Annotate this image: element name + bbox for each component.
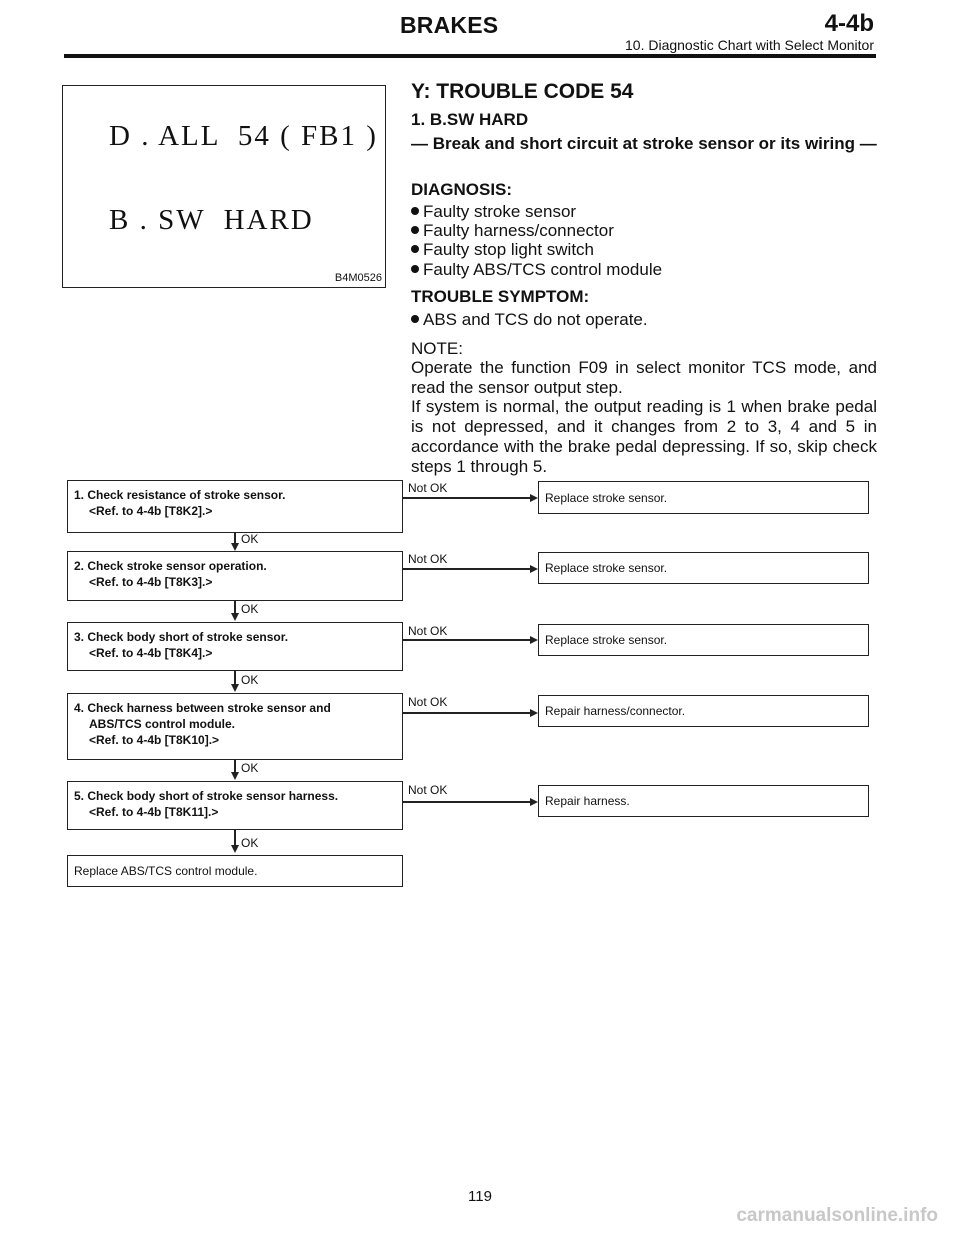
trouble-code-title: Y: TROUBLE CODE 54 — [411, 80, 634, 103]
step-ref: <Ref. to 4-4b [T8K11].> — [89, 805, 219, 819]
header-rule — [64, 54, 876, 58]
not-ok-label: Not OK — [408, 624, 448, 638]
step-text-continued: ABS/TCS control module. — [89, 717, 236, 731]
check-step-4 — [67, 693, 403, 760]
action-step-1: Replace stroke sensor. — [538, 481, 869, 514]
diagnosis-item: Faulty harness/connector — [411, 221, 877, 241]
check-step-1 — [67, 480, 403, 533]
step-ref: <Ref. to 4-4b [T8K10].> — [89, 733, 220, 747]
step-text: 4. Check harness between stroke sensor and — [74, 701, 331, 715]
step-text: 3. Check body short of stroke sensor. — [74, 630, 289, 644]
section-title: BRAKES — [400, 12, 499, 38]
note-paragraph-1: Operate the function F09 in select monitor TCS mode, and read the sensor output step. — [411, 358, 877, 397]
section-subtitle: 10. Diagnostic Chart with Select Monitor — [625, 37, 874, 53]
diagnosis-item: Faulty ABS/TCS control module — [411, 260, 877, 280]
screen-line-2: B . SW HARD — [109, 204, 314, 236]
check-step-2 — [67, 551, 403, 601]
section-code: 4-4b — [824, 10, 874, 37]
arrow-right-icon — [530, 565, 538, 573]
action-step-4: Repair harness/connector. — [538, 695, 869, 727]
arrow-right-icon — [530, 494, 538, 502]
step-ref: <Ref. to 4-4b [T8K4].> — [89, 646, 213, 660]
bullet-icon — [411, 226, 419, 234]
arrow-right-icon — [530, 798, 538, 806]
symptom-label: TROUBLE SYMPTOM: — [411, 287, 590, 306]
note-paragraph-2: If system is normal, the output reading is 1 when brake pedal is not depressed, and it changes from 2 to 3, 4 and 5 in accordance with the brake pedal depressing. If so, skip check steps 1 through 5. — [411, 397, 877, 476]
ok-label: OK — [241, 532, 259, 546]
arrow-down-icon — [231, 543, 239, 551]
ok-connector — [234, 830, 236, 845]
check-step-5 — [67, 781, 403, 830]
final-action: Replace ABS/TCS control module. — [67, 855, 403, 887]
cause-text: — Break and short circuit at stroke sensor or its wiring — — [411, 134, 877, 153]
page-number: 119 — [468, 1188, 492, 1205]
diagnosis-label: DIAGNOSIS: — [411, 180, 513, 199]
diagnosis-item: Faulty stroke sensor — [411, 202, 877, 222]
ok-connector — [234, 760, 236, 772]
arrow-down-icon — [231, 613, 239, 621]
arrow-right-icon — [530, 709, 538, 717]
not-ok-connector — [403, 639, 532, 641]
not-ok-connector — [403, 568, 532, 570]
arrow-down-icon — [231, 772, 239, 780]
not-ok-connector — [403, 712, 532, 714]
screen-line-1: D . ALL 54 ( FB1 ) — [109, 120, 378, 152]
not-ok-label: Not OK — [408, 783, 448, 797]
symptom-item: ABS and TCS do not operate. — [411, 310, 877, 330]
select-monitor-screen-figure — [62, 85, 386, 288]
diagnosis-item: Faulty stop light switch — [411, 240, 877, 260]
not-ok-label: Not OK — [408, 695, 448, 709]
ok-label: OK — [241, 761, 259, 775]
step-text: 2. Check stroke sensor operation. — [74, 559, 267, 573]
bullet-icon — [411, 315, 419, 323]
step-ref: <Ref. to 4-4b [T8K2].> — [89, 504, 213, 518]
ok-connector — [234, 601, 236, 613]
step-text: 1. Check resistance of stroke sensor. — [74, 488, 286, 502]
ok-label: OK — [241, 673, 259, 687]
not-ok-connector — [403, 497, 532, 499]
figure-caption: B4M0526 — [334, 272, 382, 284]
check-step-3 — [67, 622, 403, 671]
step-ref: <Ref. to 4-4b [T8K3].> — [89, 575, 213, 589]
step-text: 5. Check body short of stroke sensor harness. — [74, 789, 339, 803]
arrow-down-icon — [231, 684, 239, 692]
not-ok-label: Not OK — [408, 481, 448, 495]
watermark: carmanualsonline.info — [736, 1205, 938, 1226]
action-step-5: Repair harness. — [538, 785, 869, 817]
ok-connector — [234, 533, 236, 543]
not-ok-connector — [403, 801, 532, 803]
bullet-icon — [411, 265, 419, 273]
action-step-2: Replace stroke sensor. — [538, 552, 869, 584]
not-ok-label: Not OK — [408, 552, 448, 566]
bullet-icon — [411, 245, 419, 253]
item-heading: 1. B.SW HARD — [411, 110, 529, 129]
bullet-icon — [411, 207, 419, 215]
ok-label: OK — [241, 836, 259, 850]
ok-connector — [234, 671, 236, 684]
arrow-down-icon — [231, 845, 239, 853]
ok-label: OK — [241, 602, 259, 616]
note-label: NOTE: — [411, 339, 463, 358]
arrow-right-icon — [530, 636, 538, 644]
action-step-3: Replace stroke sensor. — [538, 624, 869, 656]
